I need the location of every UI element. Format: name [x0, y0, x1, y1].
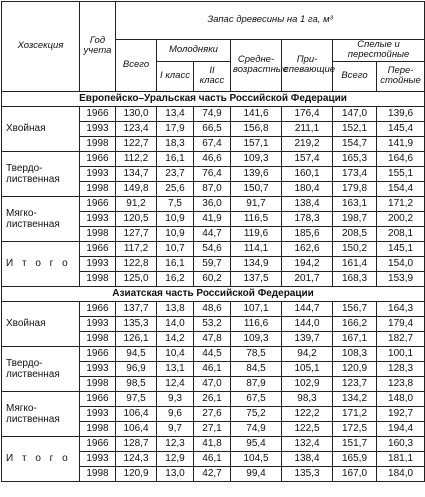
- species-name: Твердо-лиственная: [2, 151, 80, 196]
- value-cell: 124,3: [116, 451, 157, 466]
- header-volume-title: Запас древесины на 1 га, м³: [116, 2, 425, 40]
- value-cell: 60,2: [194, 271, 231, 286]
- value-cell: 87,9: [231, 376, 282, 391]
- value-cell: 18,3: [157, 136, 194, 151]
- value-cell: 139,6: [377, 106, 425, 121]
- value-cell: 172,5: [333, 421, 377, 436]
- species-name: Хвойная: [2, 301, 80, 346]
- value-cell: 7,5: [157, 196, 194, 211]
- value-cell: 48,6: [194, 301, 231, 316]
- value-cell: 149,8: [116, 181, 157, 196]
- species-name: Мягко-лиственная: [2, 391, 80, 436]
- table-row: [2, 151, 425, 166]
- value-cell: 153,9: [377, 271, 425, 286]
- header-young-class2: II класс: [194, 61, 231, 91]
- forest-volume-table: [1, 1, 425, 482]
- year-cell: 1998: [80, 376, 116, 391]
- value-cell: 16,2: [157, 271, 194, 286]
- value-cell: 100,1: [377, 346, 425, 361]
- value-cell: 76,4: [194, 166, 231, 181]
- value-cell: 75,2: [231, 406, 282, 421]
- species-name: Мягко-лиственная: [2, 196, 80, 241]
- header-mature-over: Пере-стойные: [377, 61, 425, 91]
- header-total: Всего: [116, 40, 157, 92]
- year-cell: 1993: [80, 406, 116, 421]
- value-cell: 219,2: [282, 136, 333, 151]
- value-cell: 108,3: [333, 346, 377, 361]
- value-cell: 114,1: [231, 241, 282, 256]
- value-cell: 200,2: [377, 211, 425, 226]
- year-cell: 1993: [80, 451, 116, 466]
- value-cell: 137,5: [231, 271, 282, 286]
- value-cell: 192,7: [377, 406, 425, 421]
- value-cell: 123,8: [377, 376, 425, 391]
- value-cell: 154,4: [377, 181, 425, 196]
- value-cell: 16,1: [157, 256, 194, 271]
- year-cell: 1966: [80, 346, 116, 361]
- value-cell: 107,1: [231, 301, 282, 316]
- value-cell: 44,5: [194, 346, 231, 361]
- value-cell: 179,8: [333, 181, 377, 196]
- value-cell: 42,7: [194, 466, 231, 481]
- value-cell: 54,6: [194, 241, 231, 256]
- value-cell: 134,9: [231, 256, 282, 271]
- section-title: Азиатская часть Российской Федерации: [2, 286, 425, 301]
- value-cell: 109,3: [231, 151, 282, 166]
- value-cell: 135,3: [116, 316, 157, 331]
- header-mature-group: Спелые и перестойные: [333, 40, 425, 62]
- header-middle-aged: Средне-возрастные: [231, 40, 282, 92]
- value-cell: 74,9: [231, 421, 282, 436]
- table-body: [2, 91, 425, 481]
- value-cell: 120,9: [333, 361, 377, 376]
- value-cell: 47,0: [194, 376, 231, 391]
- species-name: Хвойная: [2, 106, 80, 151]
- value-cell: 135,3: [282, 466, 333, 481]
- value-cell: 13,4: [157, 106, 194, 121]
- value-cell: 150,7: [231, 181, 282, 196]
- table-row: [2, 106, 425, 121]
- year-cell: 1998: [80, 136, 116, 151]
- value-cell: 106,4: [116, 406, 157, 421]
- value-cell: 198,7: [333, 211, 377, 226]
- value-cell: 160,3: [377, 436, 425, 451]
- value-cell: 23,7: [157, 166, 194, 181]
- species-name: И т о г о: [2, 436, 80, 481]
- value-cell: 152,1: [333, 121, 377, 136]
- value-cell: 139,6: [231, 166, 282, 181]
- value-cell: 10,7: [157, 241, 194, 256]
- value-cell: 122,8: [116, 256, 157, 271]
- year-cell: 1966: [80, 436, 116, 451]
- value-cell: 112,2: [116, 151, 157, 166]
- value-cell: 144,0: [282, 316, 333, 331]
- value-cell: 98,3: [282, 391, 333, 406]
- value-cell: 46,1: [194, 451, 231, 466]
- year-cell: 1993: [80, 211, 116, 226]
- value-cell: 14,0: [157, 316, 194, 331]
- value-cell: 166,2: [333, 316, 377, 331]
- value-cell: 134,2: [333, 391, 377, 406]
- year-cell: 1993: [80, 166, 116, 181]
- value-cell: 128,3: [377, 361, 425, 376]
- value-cell: 25,6: [157, 181, 194, 196]
- value-cell: 127,7: [116, 226, 157, 241]
- table-header: [2, 2, 425, 92]
- table-row: [2, 196, 425, 211]
- value-cell: 84,5: [231, 361, 282, 376]
- value-cell: 156,7: [333, 301, 377, 316]
- value-cell: 155,1: [377, 166, 425, 181]
- table-row: [2, 391, 425, 406]
- value-cell: 94,5: [116, 346, 157, 361]
- value-cell: 132,4: [282, 436, 333, 451]
- species-name: Твердо-лиственная: [2, 346, 80, 391]
- value-cell: 130,0: [116, 106, 157, 121]
- year-cell: 1993: [80, 121, 116, 136]
- value-cell: 41,9: [194, 211, 231, 226]
- value-cell: 96,9: [116, 361, 157, 376]
- value-cell: 180,4: [282, 181, 333, 196]
- value-cell: 36,0: [194, 196, 231, 211]
- header-year: Год учета: [80, 2, 116, 92]
- value-cell: 97,5: [116, 391, 157, 406]
- value-cell: 163,1: [333, 196, 377, 211]
- value-cell: 13,1: [157, 361, 194, 376]
- value-cell: 181,1: [377, 451, 425, 466]
- year-cell: 1966: [80, 301, 116, 316]
- year-cell: 1998: [80, 331, 116, 346]
- value-cell: 154,7: [333, 136, 377, 151]
- header-species: Хозсекция: [2, 2, 80, 92]
- value-cell: 167,1: [333, 331, 377, 346]
- value-cell: 66,5: [194, 121, 231, 136]
- year-cell: 1966: [80, 106, 116, 121]
- value-cell: 67,4: [194, 136, 231, 151]
- value-cell: 139,7: [282, 331, 333, 346]
- value-cell: 99,4: [231, 466, 282, 481]
- value-cell: 59,7: [194, 256, 231, 271]
- value-cell: 120,5: [116, 211, 157, 226]
- value-cell: 95,4: [231, 436, 282, 451]
- value-cell: 211,1: [282, 121, 333, 136]
- value-cell: 208,1: [377, 226, 425, 241]
- value-cell: 44,7: [194, 226, 231, 241]
- value-cell: 160,1: [282, 166, 333, 181]
- value-cell: 171,2: [377, 196, 425, 211]
- value-cell: 120,9: [116, 466, 157, 481]
- value-cell: 201,7: [282, 271, 333, 286]
- value-cell: 12,3: [157, 436, 194, 451]
- value-cell: 26,1: [194, 391, 231, 406]
- value-cell: 162,6: [282, 241, 333, 256]
- value-cell: 91,7: [231, 196, 282, 211]
- value-cell: 123,7: [333, 376, 377, 391]
- value-cell: 122,5: [282, 421, 333, 436]
- value-cell: 13,0: [157, 466, 194, 481]
- value-cell: 116,5: [231, 211, 282, 226]
- year-cell: 1993: [80, 361, 116, 376]
- value-cell: 161,4: [333, 256, 377, 271]
- value-cell: 102,9: [282, 376, 333, 391]
- table-row: [2, 301, 425, 316]
- value-cell: 154,0: [377, 256, 425, 271]
- value-cell: 134,7: [116, 166, 157, 181]
- header-young-group: Молодняки: [157, 40, 231, 62]
- value-cell: 141,9: [377, 136, 425, 151]
- value-cell: 165,9: [333, 451, 377, 466]
- value-cell: 53,2: [194, 316, 231, 331]
- value-cell: 91,2: [116, 196, 157, 211]
- value-cell: 67,5: [231, 391, 282, 406]
- value-cell: 27,6: [194, 406, 231, 421]
- value-cell: 9,6: [157, 406, 194, 421]
- value-cell: 106,4: [116, 421, 157, 436]
- value-cell: 165,3: [333, 151, 377, 166]
- value-cell: 157,1: [231, 136, 282, 151]
- value-cell: 178,3: [282, 211, 333, 226]
- value-cell: 109,3: [231, 331, 282, 346]
- value-cell: 164,3: [377, 301, 425, 316]
- year-cell: 1998: [80, 466, 116, 481]
- value-cell: 94,2: [282, 346, 333, 361]
- value-cell: 41,8: [194, 436, 231, 451]
- value-cell: 117,2: [116, 241, 157, 256]
- year-cell: 1966: [80, 196, 116, 211]
- value-cell: 9,3: [157, 391, 194, 406]
- year-cell: 1998: [80, 271, 116, 286]
- value-cell: 12,4: [157, 376, 194, 391]
- value-cell: 12,9: [157, 451, 194, 466]
- value-cell: 16,1: [157, 151, 194, 166]
- value-cell: 87,0: [194, 181, 231, 196]
- value-cell: 173,4: [333, 166, 377, 181]
- value-cell: 145,4: [377, 121, 425, 136]
- value-cell: 145,1: [377, 241, 425, 256]
- value-cell: 98,5: [116, 376, 157, 391]
- section-title: Европейско–Уральская часть Российской Федерации: [2, 91, 425, 106]
- value-cell: 122,2: [282, 406, 333, 421]
- year-cell: 1998: [80, 226, 116, 241]
- value-cell: 150,2: [333, 241, 377, 256]
- year-cell: 1993: [80, 256, 116, 271]
- value-cell: 156,8: [231, 121, 282, 136]
- value-cell: 46,6: [194, 151, 231, 166]
- value-cell: 9,7: [157, 421, 194, 436]
- header-young-class1: I класс: [157, 61, 194, 91]
- year-cell: 1998: [80, 181, 116, 196]
- table-row: [2, 436, 425, 451]
- value-cell: 176,4: [282, 106, 333, 121]
- value-cell: 123,4: [116, 121, 157, 136]
- value-cell: 74,9: [194, 106, 231, 121]
- value-cell: 128,7: [116, 436, 157, 451]
- value-cell: 138,4: [282, 451, 333, 466]
- value-cell: 119,6: [231, 226, 282, 241]
- value-cell: 10,9: [157, 226, 194, 241]
- value-cell: 141,6: [231, 106, 282, 121]
- value-cell: 125,0: [116, 271, 157, 286]
- value-cell: 179,4: [377, 316, 425, 331]
- value-cell: 182,7: [377, 331, 425, 346]
- table-row: [2, 346, 425, 361]
- value-cell: 17,9: [157, 121, 194, 136]
- value-cell: 105,1: [282, 361, 333, 376]
- value-cell: 14,2: [157, 331, 194, 346]
- year-cell: 1966: [80, 241, 116, 256]
- value-cell: 168,3: [333, 271, 377, 286]
- species-name: И т о г о: [2, 241, 80, 286]
- value-cell: 185,6: [282, 226, 333, 241]
- value-cell: 126,1: [116, 331, 157, 346]
- value-cell: 116,6: [231, 316, 282, 331]
- value-cell: 78,5: [231, 346, 282, 361]
- value-cell: 27,1: [194, 421, 231, 436]
- year-cell: 1966: [80, 391, 116, 406]
- value-cell: 194,2: [282, 256, 333, 271]
- value-cell: 208,5: [333, 226, 377, 241]
- year-cell: 1966: [80, 151, 116, 166]
- value-cell: 104,5: [231, 451, 282, 466]
- value-cell: 10,4: [157, 346, 194, 361]
- header-mature-total: Всего: [333, 61, 377, 91]
- value-cell: 137,7: [116, 301, 157, 316]
- value-cell: 194,4: [377, 421, 425, 436]
- value-cell: 10,9: [157, 211, 194, 226]
- value-cell: 148,0: [377, 391, 425, 406]
- value-cell: 157,4: [282, 151, 333, 166]
- value-cell: 122,7: [116, 136, 157, 151]
- value-cell: 46,1: [194, 361, 231, 376]
- table-row: [2, 241, 425, 256]
- value-cell: 167,0: [333, 466, 377, 481]
- header-maturing: При-спевающие: [282, 40, 333, 92]
- year-cell: 1998: [80, 421, 116, 436]
- year-cell: 1993: [80, 316, 116, 331]
- value-cell: 184,0: [377, 466, 425, 481]
- value-cell: 171,2: [333, 406, 377, 421]
- value-cell: 144,7: [282, 301, 333, 316]
- value-cell: 13,8: [157, 301, 194, 316]
- value-cell: 147,0: [333, 106, 377, 121]
- value-cell: 164,6: [377, 151, 425, 166]
- value-cell: 151,7: [333, 436, 377, 451]
- value-cell: 138,4: [282, 196, 333, 211]
- value-cell: 47,8: [194, 331, 231, 346]
